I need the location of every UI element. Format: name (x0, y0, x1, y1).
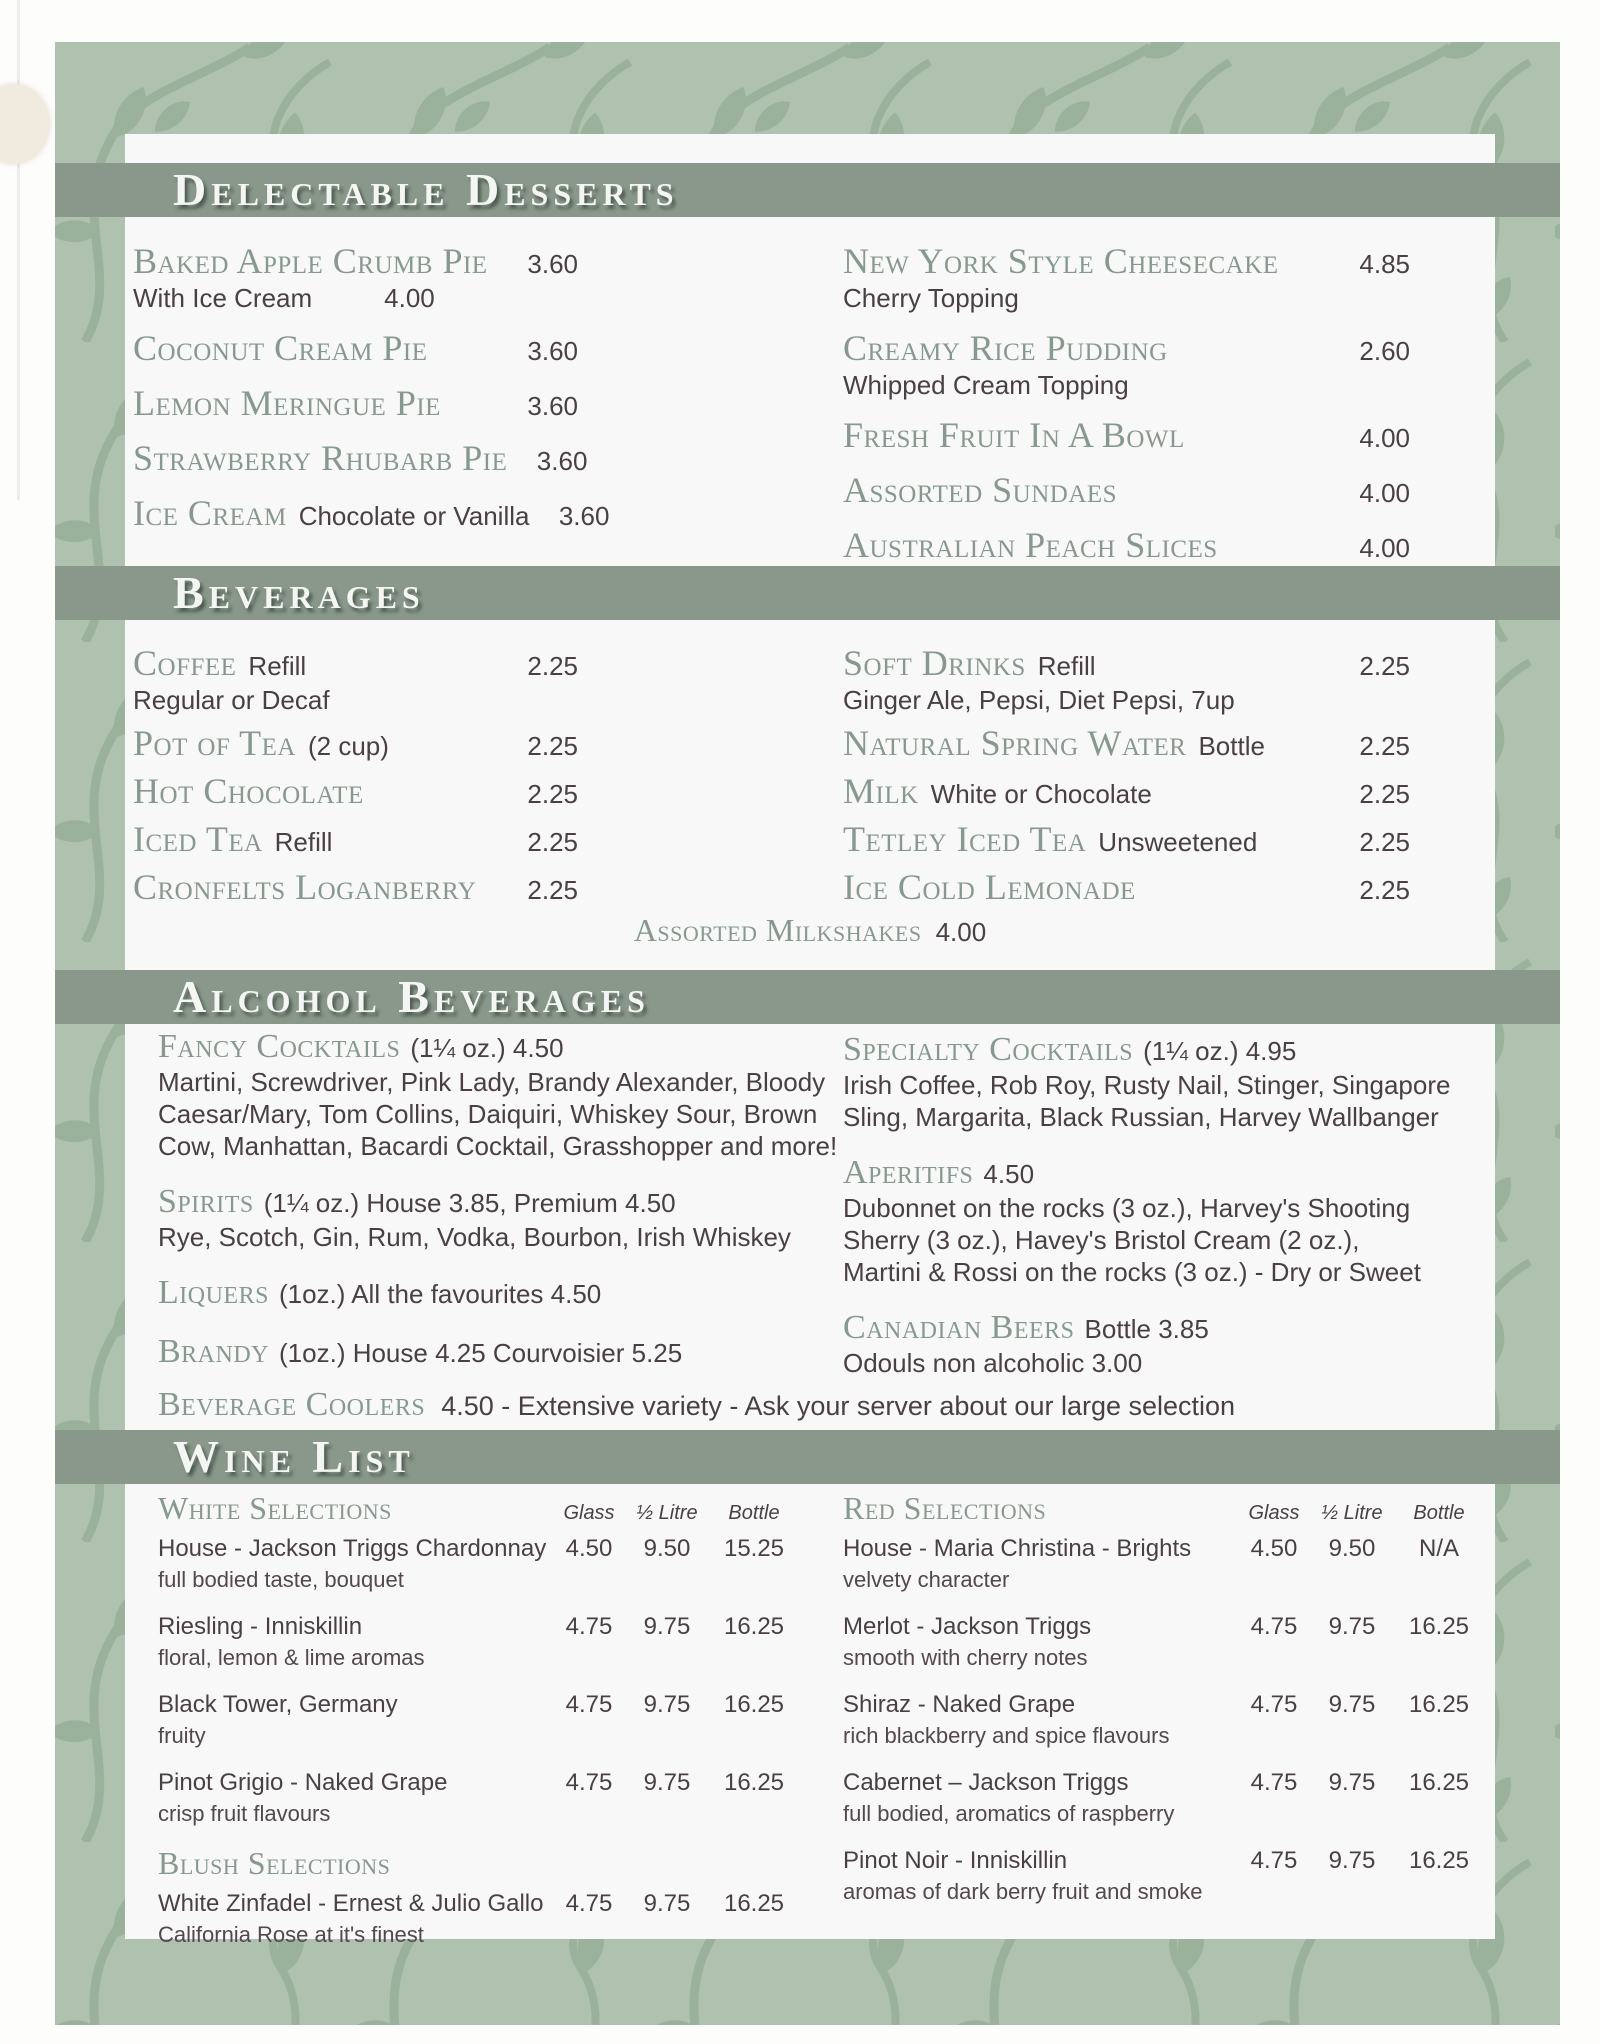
item-name: Strawberry Rhubarb Pie (133, 438, 508, 478)
item-price: 2.25 (1359, 651, 1410, 681)
column-header-glass: Glass (563, 1502, 615, 1524)
wine-table-header (158, 1845, 798, 1882)
section-bar-wine (55, 1430, 1560, 1484)
item-info: 4.50 - Extensive variety - Ask your server about our large selection (441, 1391, 1236, 1421)
wine-desc: velvety character (843, 1567, 1010, 1592)
item-desc: Regular or Decaf (133, 685, 330, 715)
menu-item (843, 1309, 1443, 1379)
wine-desc: crisp fruit flavours (158, 1801, 331, 1826)
section-bar-alcohol (55, 970, 1560, 1024)
menu-item (133, 642, 578, 716)
column-header-glass: Glass (1248, 1502, 1300, 1524)
item-desc-line: Martini, Screwdriver, Pink Lady, Brandy Alexander, Bloody (158, 1067, 826, 1097)
menu-item (843, 1154, 1443, 1288)
item-info: (1¼ oz.) House 3.85, Premium 4.50 (263, 1188, 676, 1218)
item-name: Milk (843, 771, 919, 811)
item-price: 3.60 (527, 249, 578, 279)
item-price: 4.00 (1359, 533, 1410, 563)
menu-item (843, 327, 1410, 401)
item-desc-line: Cow, Manhattan, Bacardi Cocktail, Grasshopper and more! (158, 1131, 838, 1161)
item-price: 3.60 (527, 391, 578, 421)
item-name: Aperitifs (843, 1154, 974, 1191)
item-price: 2.25 (1359, 827, 1410, 857)
item-name: New York Style Cheesecake (843, 241, 1279, 281)
item-price: 2.25 (1359, 779, 1410, 809)
wine-red-table (843, 1490, 1483, 1923)
item-desc-line: Dubonnet on the rocks (3 oz.), Harvey's Shooting (843, 1193, 1411, 1223)
wine-price-glass: 4.75 (1250, 1613, 1298, 1640)
wine-desc: smooth with cherry notes (843, 1645, 1088, 1670)
item-info: Bottle 3.85 (1084, 1314, 1209, 1344)
item-name: Creamy Rice Pudding (843, 328, 1168, 368)
menu-item (133, 240, 578, 314)
section-title-desserts: Delectable Desserts (173, 164, 679, 215)
item-desc: Cherry Topping (843, 283, 1019, 313)
item-price: 4.85 (1359, 249, 1410, 279)
section-bar-desserts (55, 163, 1560, 217)
wine-price-bottle: 16.25 (723, 1890, 785, 1917)
beverages-left-column (133, 642, 578, 914)
column-header-half-litre: ½ Litre (1321, 1502, 1383, 1524)
wine-table-header (843, 1490, 1483, 1527)
wine-name: Riesling - Inniskillin (158, 1613, 363, 1640)
item-price: 2.25 (527, 731, 578, 761)
item-note: Unsweetened (1098, 827, 1258, 857)
item-name: Liquers (158, 1274, 269, 1311)
item-name: Ice Cold Lemonade (843, 867, 1136, 907)
item-price: 4.00 (1359, 423, 1410, 453)
wine-desc: fruity (158, 1723, 206, 1748)
menu-item (133, 437, 588, 479)
menu-item (158, 1183, 838, 1253)
item-price: 4.00 (935, 917, 987, 947)
wine-price-half-litre: 9.75 (1328, 1691, 1376, 1718)
item-note: White or Chocolate (930, 779, 1152, 809)
item-name: Assorted Milkshakes (633, 912, 922, 948)
wine-desc: full bodied taste, bouquet (158, 1567, 404, 1592)
item-info: (1oz.) All the favourites 4.50 (278, 1279, 602, 1309)
menu-item (843, 722, 1410, 764)
wine-desc: rich blackberry and spice flavours (843, 1723, 1170, 1748)
wine-name: Black Tower, Germany (158, 1691, 398, 1718)
wine-price-glass: 4.50 (565, 1535, 613, 1562)
item-price: 3.60 (527, 336, 578, 366)
menu-item (843, 414, 1410, 456)
alcohol-left-column (158, 1028, 838, 1392)
item-price: 2.25 (527, 875, 578, 905)
item-name: Fancy Cocktails (158, 1028, 401, 1065)
wine-price-half-litre: 9.75 (643, 1890, 691, 1917)
menu-item (843, 818, 1410, 860)
wine-desc: full bodied, aromatics of raspberry (843, 1801, 1175, 1826)
menu-item (133, 327, 578, 369)
wine-subsection-title: Red Selections (843, 1490, 1047, 1526)
item-name: Pot of Tea (133, 723, 296, 763)
wine-name: Shiraz - Naked Grape (843, 1691, 1076, 1718)
menu-item (133, 492, 610, 534)
item-desc-line: Sherry (3 oz.), Havey's Bristol Cream (2 oz.), (843, 1225, 1360, 1255)
scan-edge-line (17, 0, 20, 500)
wine-row (158, 1533, 798, 1595)
item-name: Natural Spring Water (843, 723, 1187, 763)
menu-item (843, 1031, 1451, 1133)
wine-desc: California Rose at it's finest (158, 1922, 424, 1947)
wine-price-bottle: 16.25 (723, 1769, 785, 1796)
wine-name: Cabernet – Jackson Triggs (843, 1769, 1129, 1796)
item-desc-line: Martini & Rossi on the rocks (3 oz.) - Dry or Sweet (843, 1257, 1421, 1287)
item-price: 4.00 (1359, 478, 1410, 508)
wine-white-table (158, 1490, 798, 1966)
item-name: Baked Apple Crumb Pie (133, 241, 488, 281)
menu-item (133, 818, 578, 860)
menu-item (843, 240, 1410, 314)
wine-price-half-litre: 9.75 (643, 1769, 691, 1796)
menu-item (158, 1333, 838, 1371)
wine-price-bottle: 16.25 (723, 1613, 785, 1640)
item-name: Brandy (158, 1333, 270, 1370)
item-desc-line: Rye, Scotch, Gin, Rum, Vodka, Bourbon, Irish Whiskey (158, 1222, 791, 1252)
wine-row (843, 1533, 1483, 1595)
wine-name: House - Maria Christina - Brights (843, 1535, 1192, 1562)
item-desc-price: 4.00 (384, 283, 435, 313)
item-desc-line: Sling, Margarita, Black Russian, Harvey Wallbanger (843, 1102, 1439, 1132)
item-note: Chocolate or Vanilla (298, 501, 530, 531)
wine-price-glass: 4.75 (565, 1613, 613, 1640)
column-header-bottle: Bottle (1413, 1502, 1465, 1524)
wine-row (158, 1888, 798, 1950)
column-header-half-litre: ½ Litre (636, 1502, 698, 1524)
wine-row (843, 1611, 1483, 1673)
wine-table-header (158, 1490, 798, 1527)
item-desc: With Ice Cream 4.00 (133, 283, 435, 313)
menu-item (843, 469, 1410, 511)
wine-name: White Zinfadel - Ernest & Julio Gallo (158, 1890, 544, 1917)
milkshakes-line (125, 912, 1495, 949)
wine-price-half-litre: 9.50 (1328, 1535, 1376, 1562)
item-price: 2.60 (1359, 336, 1410, 366)
menu-item (843, 866, 1410, 908)
item-name: Spirits (158, 1183, 254, 1220)
wine-row (843, 1845, 1483, 1907)
wine-name: House - Jackson Triggs Chardonnay (158, 1535, 547, 1562)
item-name: Assorted Sundaes (843, 470, 1118, 510)
item-name: Specialty Cocktails (843, 1031, 1134, 1068)
wine-price-glass: 4.75 (565, 1691, 613, 1718)
wine-row (843, 1689, 1483, 1751)
item-name: Coffee (133, 643, 237, 683)
wine-row (158, 1767, 798, 1829)
item-desc-line: Caesar/Mary, Tom Collins, Daiquiri, Whiskey Sour, Brown (158, 1099, 818, 1129)
wine-name: Merlot - Jackson Triggs (843, 1613, 1092, 1640)
menu-item (843, 524, 1410, 566)
wine-subsection-title: White Selections (158, 1490, 392, 1526)
item-note: (2 cup) (307, 731, 389, 761)
item-name: Lemon Meringue Pie (133, 383, 441, 423)
wine-price-glass: 4.50 (1250, 1535, 1298, 1562)
menu-item (133, 382, 578, 424)
item-price: 2.25 (1359, 875, 1410, 905)
wine-name: Pinot Noir - Inniskillin (843, 1847, 1068, 1874)
wine-price-half-litre: 9.75 (643, 1613, 691, 1640)
item-note: Refill (248, 651, 307, 681)
section-title-alcohol: Alcohol Beverages (173, 971, 650, 1022)
menu-item (158, 1028, 838, 1162)
wine-price-glass: 4.75 (565, 1890, 613, 1917)
item-price: 2.25 (527, 651, 578, 681)
alcohol-right-column (843, 1031, 1451, 1400)
wine-price-bottle: 16.25 (1408, 1613, 1470, 1640)
menu-item (133, 866, 578, 908)
wine-row (158, 1689, 798, 1751)
item-name: Coconut Cream Pie (133, 328, 428, 368)
section-title-wine: Wine List (173, 1431, 415, 1482)
wine-price-bottle: 16.25 (1408, 1847, 1470, 1874)
wine-name: Pinot Grigio - Naked Grape (158, 1769, 448, 1796)
wine-price-half-litre: 9.75 (1328, 1769, 1376, 1796)
wine-price-half-litre: 9.75 (1328, 1847, 1376, 1874)
item-name: Tetley Iced Tea (843, 819, 1087, 859)
item-price: 2.25 (527, 779, 578, 809)
desserts-left-column (133, 240, 610, 547)
item-price: 2.25 (527, 827, 578, 857)
menu-item (843, 770, 1410, 812)
item-note: Bottle (1198, 731, 1265, 761)
wine-price-glass: 4.75 (1250, 1691, 1298, 1718)
item-info: (1¼ oz.) 4.50 (410, 1033, 564, 1063)
wine-subsection-title: Blush Selections (158, 1845, 391, 1881)
item-price: 3.60 (558, 501, 610, 531)
wine-desc: aromas of dark berry fruit and smoke (843, 1879, 1203, 1904)
wine-price-bottle: N/A (1418, 1535, 1459, 1562)
wine-price-bottle: 16.25 (723, 1691, 785, 1718)
wine-price-bottle: 16.25 (1408, 1769, 1470, 1796)
menu-item (133, 770, 578, 812)
item-name: Cronfelts Loganberry (133, 867, 477, 907)
item-name: Canadian Beers (843, 1309, 1075, 1346)
item-price: 2.25 (1359, 731, 1410, 761)
section-title-beverages: Beverages (173, 567, 425, 618)
wine-row (158, 1611, 798, 1673)
wine-price-glass: 4.75 (565, 1769, 613, 1796)
beverage-coolers-line (158, 1386, 1488, 1424)
item-name: Hot Chocolate (133, 771, 364, 811)
desserts-right-column (843, 240, 1410, 579)
hole-punch-mark (0, 84, 50, 164)
wine-row (843, 1767, 1483, 1829)
wine-price-bottle: 15.25 (723, 1535, 785, 1562)
item-desc-line: Irish Coffee, Rob Roy, Rusty Nail, Stinger, Singapore (843, 1070, 1451, 1100)
item-desc-line: Odouls non alcoholic 3.00 (843, 1348, 1143, 1378)
wine-desc: floral, lemon & lime aromas (158, 1645, 425, 1670)
item-name: Fresh Fruit In A Bowl (843, 415, 1185, 455)
menu-item (158, 1274, 838, 1312)
wine-price-half-litre: 9.75 (1328, 1613, 1376, 1640)
item-note: Refill (274, 827, 333, 857)
item-price: 3.60 (536, 446, 588, 476)
menu-item (843, 642, 1410, 716)
item-info: (1oz.) House 4.25 Courvoisier 5.25 (279, 1338, 683, 1368)
menu-item (133, 722, 578, 764)
item-name: Australian Peach Slices (843, 525, 1218, 565)
item-name: Ice Cream (133, 493, 287, 533)
beverages-right-column (843, 642, 1410, 914)
item-name: Beverage Coolers (158, 1386, 426, 1423)
item-info: 4.50 (983, 1159, 1035, 1189)
wine-price-half-litre: 9.75 (643, 1691, 691, 1718)
wine-price-glass: 4.75 (1250, 1847, 1298, 1874)
wine-price-glass: 4.75 (1250, 1769, 1298, 1796)
column-header-bottle: Bottle (728, 1502, 780, 1524)
wine-price-half-litre: 9.50 (643, 1535, 691, 1562)
item-note: Refill (1037, 651, 1096, 681)
item-name: Iced Tea (133, 819, 263, 859)
item-name: Soft Drinks (843, 643, 1026, 683)
item-info: (1¼ oz.) 4.95 (1143, 1036, 1297, 1066)
wine-price-bottle: 16.25 (1408, 1691, 1470, 1718)
item-desc: Ginger Ale, Pepsi, Diet Pepsi, 7up (843, 685, 1235, 715)
item-desc: Whipped Cream Topping (843, 370, 1129, 400)
